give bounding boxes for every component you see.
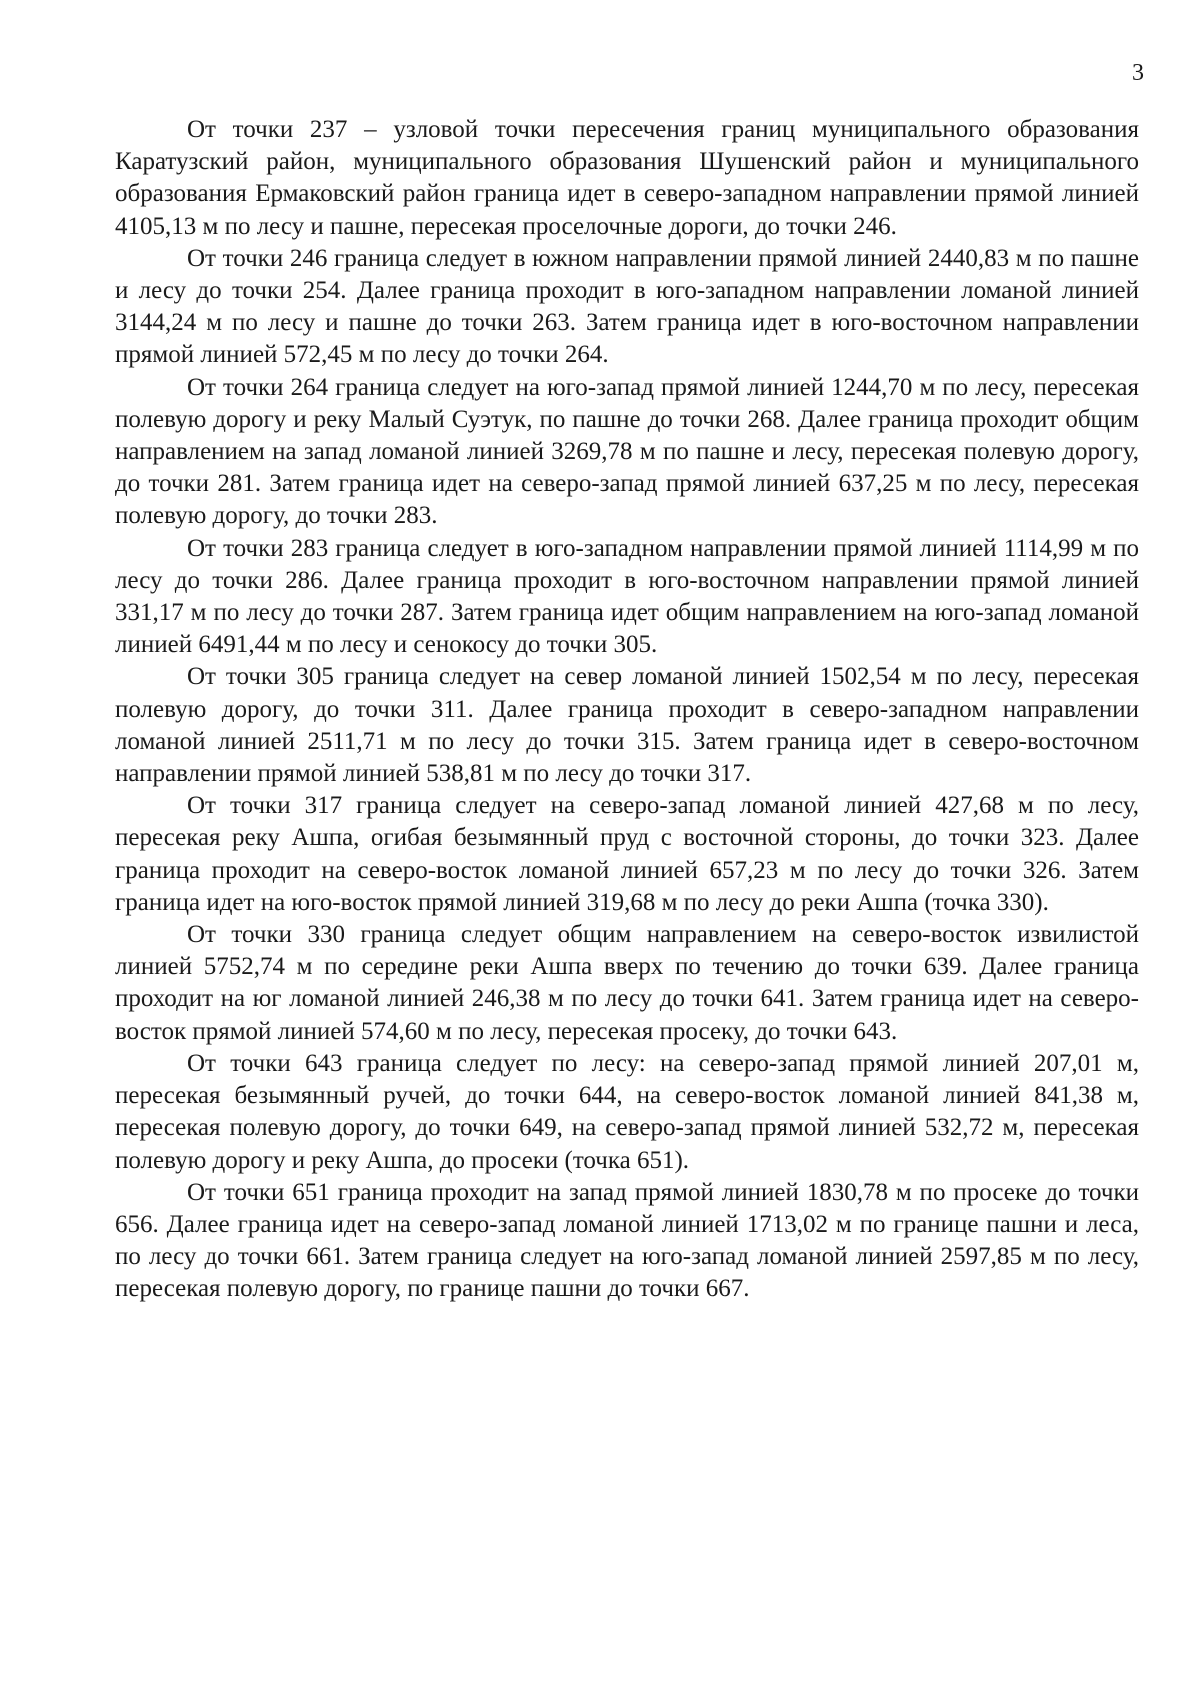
paragraph: От точки 330 граница следует общим направлением на северо-восток извилистой линией 5752,74 м по середине реки Ашпа вверх по течению до точки 639. Далее граница проходит на юг ломаной линией 246,38 м по лесу до точки 641. Затем граница идет на северо-восток прямой линией 574,60 м по лесу, пересекая просеку, до точки 643. [115, 921, 1139, 1045]
paragraph: От точки 317 граница следует на северо-запад ломаной линией 427,68 м по лесу, пересекая реку Ашпа, огибая безымянный пруд с восточной стороны, до точки 323. Далее граница проходит на северо-восток ломаной линией 657,23 м по лесу до точки 326. Затем граница идет на юго-восток прямой линией 319,68 м по лесу до реки Ашпа (точка 330). [115, 792, 1139, 916]
paragraph: От точки 651 граница проходит на запад прямой линией 1830,78 м по просеке до точки 656. Далее граница идет на северо-запад ломаной линией 1713,02 м по границе пашни и леса, по лесу до точки 661. Затем граница следует на юго-запад ломаной линией 2597,85 м по лесу, пересекая полевую дорогу, по границе пашни до точки 667. [115, 1178, 1139, 1303]
paragraph: От точки 237 – узловой точки пересечения границ муниципального образования Каратузский район, муниципального образования Шушенский район и муниципального образования Ермаковский район граница идет в северо-западном направлении прямой линией 4105,13 м по лесу и пашне, пересекая проселочные дороги, до точки 246. [115, 116, 1139, 240]
document-body [115, 114, 1139, 1306]
paragraph: От точки 264 граница следует на юго-запад прямой линией 1244,70 м по лесу, пересекая полевую дорогу и реку Малый Суэтук, по пашне до точки 268. Далее граница проходит общим направлением на запад ломаной линией 3269,78 м по пашне и лесу, пересекая полевую дорогу, до точки 281. Затем граница идет на северо-запад прямой линией 637,25 м по лесу, пересекая полевую дорогу, до точки 283. [115, 373, 1139, 530]
page-number: 3 [1132, 60, 1144, 86]
paragraph: От точки 246 граница следует в южном направлении прямой линией 2440,83 м по пашне и лесу до точки 254. Далее граница проходит в юго-западном направлении ломаной линией 3144,24 м по лесу и пашне до точки 263. Затем граница идет в юго-восточном направлении прямой линией 572,45 м по лесу до точки 264. [115, 244, 1139, 369]
paragraph: От точки 283 граница следует в юго-западном направлении прямой линией 1114,99 м по лесу до точки 286. Далее граница проходит в юго-восточном направлении прямой линией 331,17 м по лесу до точки 287. Затем граница идет общим направлением на юго-запад ломаной линией 6491,44 м по лесу и сенокосу до точки 305. [115, 534, 1139, 659]
paragraph: От точки 643 граница следует по лесу: на северо-запад прямой линией 207,01 м, пересекая безымянный ручей, до точки 644, на северо-восток ломаной линией 841,38 м, пересекая полевую дорогу, до точки 649, на северо-запад прямой линией 532,72 м, пересекая полевую дорогу и реку Ашпа, до просеки (точка 651). [115, 1049, 1139, 1174]
paragraph: От точки 305 граница следует на север ломаной линией 1502,54 м по лесу, пересекая полевую дорогу, до точки 311. Далее граница проходит в северо-западном направлении ломаной линией 2511,71 м по лесу до точки 315. Затем граница идет в северо-восточном направлении прямой линией 538,81 м по лесу до точки 317. [115, 663, 1139, 788]
